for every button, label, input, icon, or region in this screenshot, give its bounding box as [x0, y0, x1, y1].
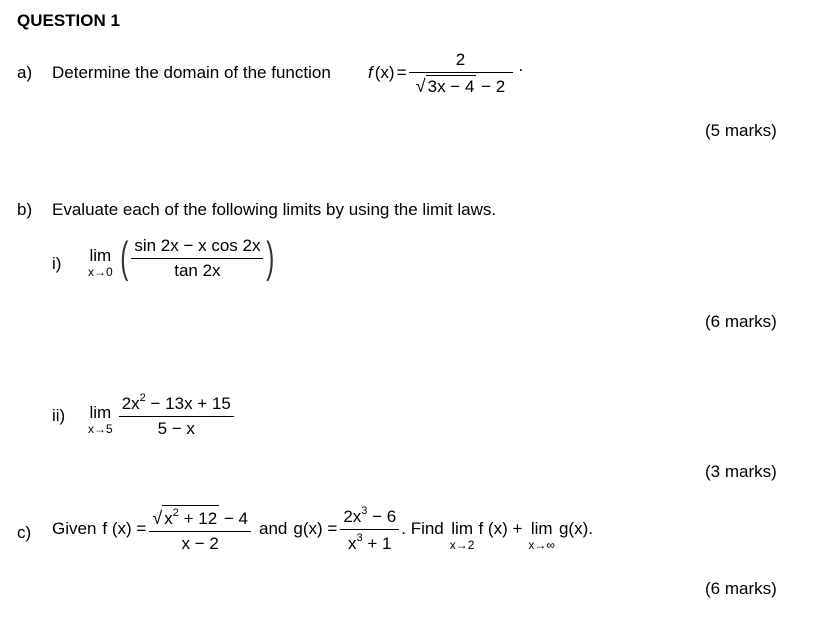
part-c-f-rad-b: + 12	[178, 509, 218, 528]
part-a-denominator	[413, 73, 509, 97]
part-b-ii-denominator: 5 − x	[157, 418, 195, 438]
part-a-den-rest: − 2	[481, 76, 506, 96]
part-c-g-den-a: x	[348, 533, 357, 553]
part-c-f-num-rest: − 4	[219, 509, 248, 528]
right-paren-icon: )	[266, 233, 275, 283]
part-c-g-num-b: − 6	[367, 507, 397, 527]
part-a-radicand: 3x − 4	[427, 76, 475, 96]
part-c-marks: (6 marks)	[705, 579, 777, 598]
part-c-label: c)	[17, 523, 32, 542]
part-a-marks: (5 marks)	[705, 121, 777, 140]
part-b-ii-num-exp: 2	[139, 392, 146, 404]
sqrt-icon: √	[415, 75, 426, 96]
part-c-g-den-b: + 1	[362, 533, 392, 553]
part-b-ii-num-a: 2x	[121, 394, 140, 413]
part-c-g-den-exp: 3	[356, 531, 363, 544]
part-c-f-radicand	[162, 505, 219, 529]
part-b-ii-num-b: − 13x + 15	[145, 394, 231, 413]
part-c-g-fraction	[340, 505, 399, 553]
part-c-f-sqrt	[152, 505, 219, 529]
part-c-formula	[52, 505, 593, 553]
part-b-ii-marks: (3 marks)	[705, 462, 777, 481]
part-b-i-marks: (6 marks)	[705, 312, 777, 331]
part-b-i-denominator: tan 2x	[174, 260, 221, 280]
part-c-fx: f (x) +	[478, 519, 523, 539]
part-b-i-fraction	[131, 236, 263, 280]
question-title: QUESTION 1	[17, 11, 120, 30]
part-a-text: Determine the domain of the function	[52, 63, 331, 82]
part-b-ii-fraction	[119, 392, 234, 438]
part-b-i-numerator: sin 2x − x cos 2x	[131, 236, 263, 259]
part-b-ii-formula	[88, 392, 234, 438]
part-c-g-numerator	[340, 505, 399, 530]
part-c-lim-2-sub: x→∞	[528, 538, 555, 553]
part-b-text: Evaluate each of the following limits by using the limit laws.	[52, 200, 497, 219]
part-c-f-numerator	[149, 505, 251, 532]
part-c-lim-1	[450, 520, 475, 553]
part-b-label: b)	[17, 200, 33, 219]
part-a-numerator: 2	[409, 50, 513, 73]
part-a-sqrt	[416, 75, 477, 97]
part-b-ii-lim-sub: x→5	[88, 422, 113, 437]
part-c-f-rad-exp: 2	[172, 507, 179, 519]
part-b-i-formula	[88, 233, 278, 283]
part-a-fraction	[409, 50, 513, 96]
sqrt-icon: √	[152, 508, 163, 528]
part-a-eq: =	[396, 63, 407, 83]
part-b-i-label: i)	[52, 254, 62, 273]
part-c-lim-2-word: lim	[530, 518, 553, 538]
part-c-and: and	[259, 519, 288, 539]
part-b-i-lim	[88, 247, 113, 280]
part-a-func-name: f	[368, 63, 373, 83]
part-b-i-lim-sub: x→0	[88, 265, 113, 280]
part-b-ii-lim	[88, 404, 113, 437]
part-a-arg: (x)	[374, 63, 395, 83]
part-a-formula	[368, 50, 523, 96]
part-c-lim-2	[528, 520, 555, 553]
part-c-g-num-a: 2x	[343, 507, 362, 527]
part-c-gx: g(x).	[558, 519, 593, 539]
part-c-f-fraction	[149, 505, 251, 553]
part-a-label: a)	[17, 63, 33, 82]
part-c-f-lhs: f (x) =	[102, 519, 147, 539]
part-c-g-denominator	[345, 530, 394, 554]
part-b-i-lim-word: lim	[89, 245, 112, 265]
part-c-find: . Find	[401, 519, 444, 539]
part-b-ii-label: ii)	[52, 406, 66, 425]
part-c-g-num-exp: 3	[361, 505, 368, 518]
part-c-lim-1-sub: x→2	[449, 538, 475, 553]
part-c-lim-1-word: lim	[451, 518, 473, 538]
part-b-ii-numerator	[119, 392, 234, 417]
part-c-given: Given	[52, 519, 97, 539]
part-b-ii-lim-word: lim	[89, 402, 112, 422]
part-c-f-denominator: x − 2	[181, 533, 219, 553]
part-c-f-rad-a: x	[164, 509, 173, 528]
part-a-end: .	[518, 56, 524, 76]
part-c-g-lhs: g(x) =	[293, 519, 338, 539]
left-paren-icon: (	[119, 233, 129, 283]
